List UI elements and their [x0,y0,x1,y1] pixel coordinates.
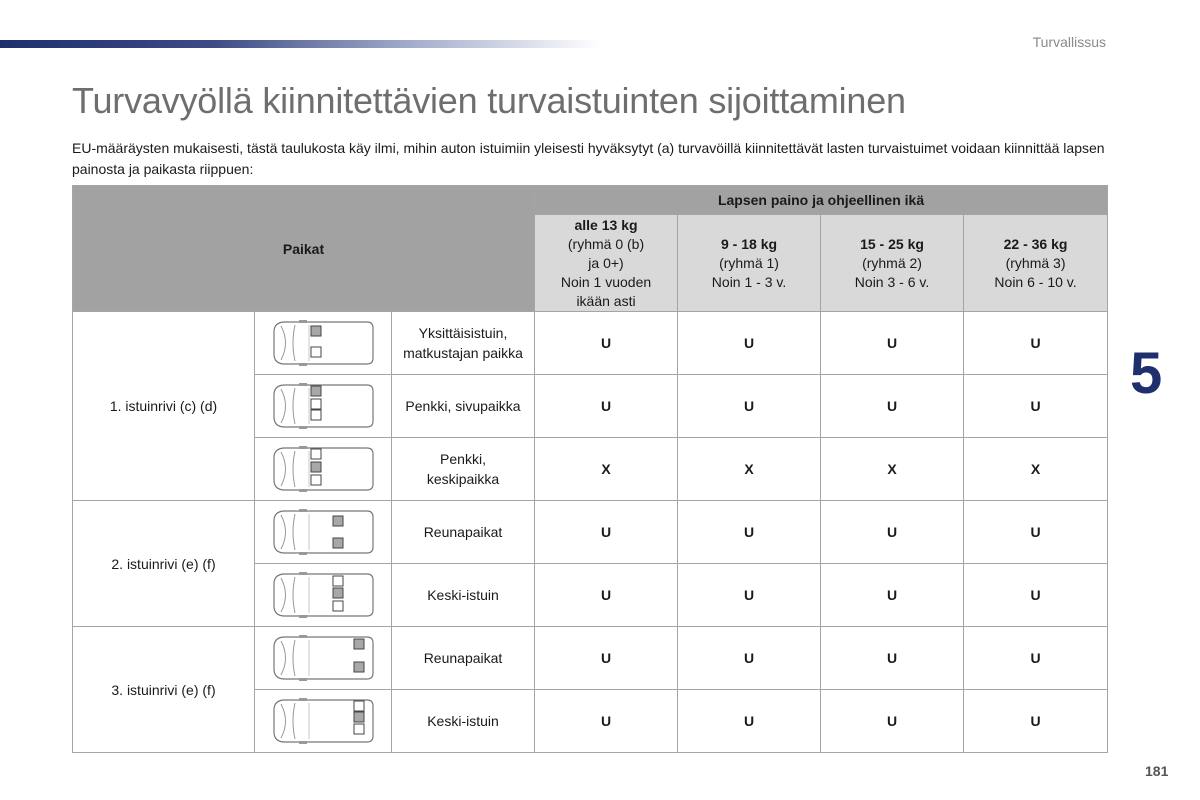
table-row [73,627,1108,690]
suitability-cell: U [678,564,821,627]
suitability-cell: U [678,627,821,690]
suitability-cell: X [821,438,964,501]
group-detail: (ryhmä 3) [1005,254,1066,271]
suitability-cell: U [964,501,1108,564]
group-weight: 22 - 36 kg [1003,235,1068,252]
suitability-cell: U [964,312,1108,375]
header-weight-age: Lapsen paino ja ohjeellinen ikä [535,186,1108,215]
group-detail: ja 0+) [588,254,624,271]
seat-diagram [255,438,392,501]
suitability-cell: U [678,375,821,438]
suitability-cell: U [535,564,678,627]
suitability-cell: U [535,690,678,753]
table-body [73,312,1108,753]
seat-diagram [255,690,392,753]
intro-paragraph: EU-määräysten mukaisesti, tästä taulukosta käy ilmi, mihin auton istuimiin yleisesti hyväksytyt (a) turvavöillä kiinnitettävät lasten turvaistuimet voidaan kiinnittää lapsen painosta ja paikasta riippuen: [72,140,1105,177]
table-row [73,312,1108,375]
group-detail: Noin 1 - 3 v. [711,273,787,290]
page-number: 181 [1145,763,1169,779]
group-detail: Noin 3 - 6 v. [854,273,930,290]
suitability-cell: U [821,501,964,564]
suitability-cell: U [678,501,821,564]
car-seat-diagram-icon [271,320,375,366]
seat-position-text: Reunapaikat [423,524,503,540]
section-title: Turvallissus [1032,34,1106,50]
suitability-cell: X [535,438,678,501]
suitability-cell: U [964,690,1108,753]
suitability-cell: U [821,375,964,438]
seat-position-text: Keski-istuin [427,587,499,603]
car-seat-diagram-icon [271,698,375,744]
group-detail: (ryhmä 0 (b) [567,235,645,252]
group-detail: (ryhmä 1) [719,254,779,271]
header-seats: Paikat [73,186,535,312]
seat-position-label [392,690,535,753]
seat-position-label [392,564,535,627]
suitability-cell: U [964,627,1108,690]
suitability-cell: U [964,375,1108,438]
seat-position-text: Penkki, sivupaikka [405,398,521,414]
seat-position-text: matkustajan paikka [403,345,523,361]
seat-position-label [392,501,535,564]
suitability-cell: X [964,438,1108,501]
seat-position-text: Penkki, [440,451,486,467]
seat-position-label [392,375,535,438]
suitability-cell: U [678,312,821,375]
group-weight: 9 - 18 kg [721,235,778,252]
group-detail: Noin 6 - 10 v. [994,273,1077,290]
seat-diagram [255,627,392,690]
seat-row-label: 2. istuinrivi (e) (f) [73,501,255,627]
group-header [678,215,821,312]
group-header [821,215,964,312]
group-detail: Noin 1 vuoden [560,273,652,290]
page-title: Turvavyöllä kiinnitettävien turvaistuinten sijoittaminen [72,80,906,121]
seat-diagram [255,564,392,627]
group-detail: (ryhmä 2) [862,254,922,271]
seat-position-text: Keski-istuin [427,713,499,729]
seat-position-label [392,438,535,501]
group-header [535,215,678,312]
seat-position-text: keskipaikka [426,471,500,487]
car-seat-diagram-icon [271,446,375,492]
suitability-cell: U [821,627,964,690]
seat-position-text: Reunapaikat [423,650,503,666]
suitability-cell: U [821,690,964,753]
group-header [964,215,1108,312]
seat-position-label [392,312,535,375]
seat-diagram [255,375,392,438]
suitability-cell: U [535,312,678,375]
seat-diagram [255,312,392,375]
suitability-cell: U [964,564,1108,627]
seat-position-label [392,627,535,690]
suitability-cell: U [535,375,678,438]
suitability-cell: U [535,501,678,564]
seat-row-label: 3. istuinrivi (e) (f) [73,627,255,753]
suitability-cell: X [678,438,821,501]
group-weight: 15 - 25 kg [860,235,924,252]
seat-placement-table [72,185,1108,753]
group-weight: alle 13 kg [574,216,638,233]
suitability-cell: U [535,627,678,690]
car-seat-diagram-icon [271,509,375,555]
car-seat-diagram-icon [271,383,375,429]
group-detail: ikään asti [576,292,636,309]
suitability-cell: U [821,312,964,375]
chapter-number: 5 [1130,341,1163,406]
suitability-cell: U [678,690,821,753]
table-row [73,501,1108,564]
header-accent-bar [0,40,600,48]
suitability-cell: U [821,564,964,627]
seat-row-label: 1. istuinrivi (c) (d) [73,312,255,501]
car-seat-diagram-icon [271,572,375,618]
car-seat-diagram-icon [271,635,375,681]
seat-diagram [255,501,392,564]
seat-position-text: Yksittäisistuin, [418,325,508,341]
